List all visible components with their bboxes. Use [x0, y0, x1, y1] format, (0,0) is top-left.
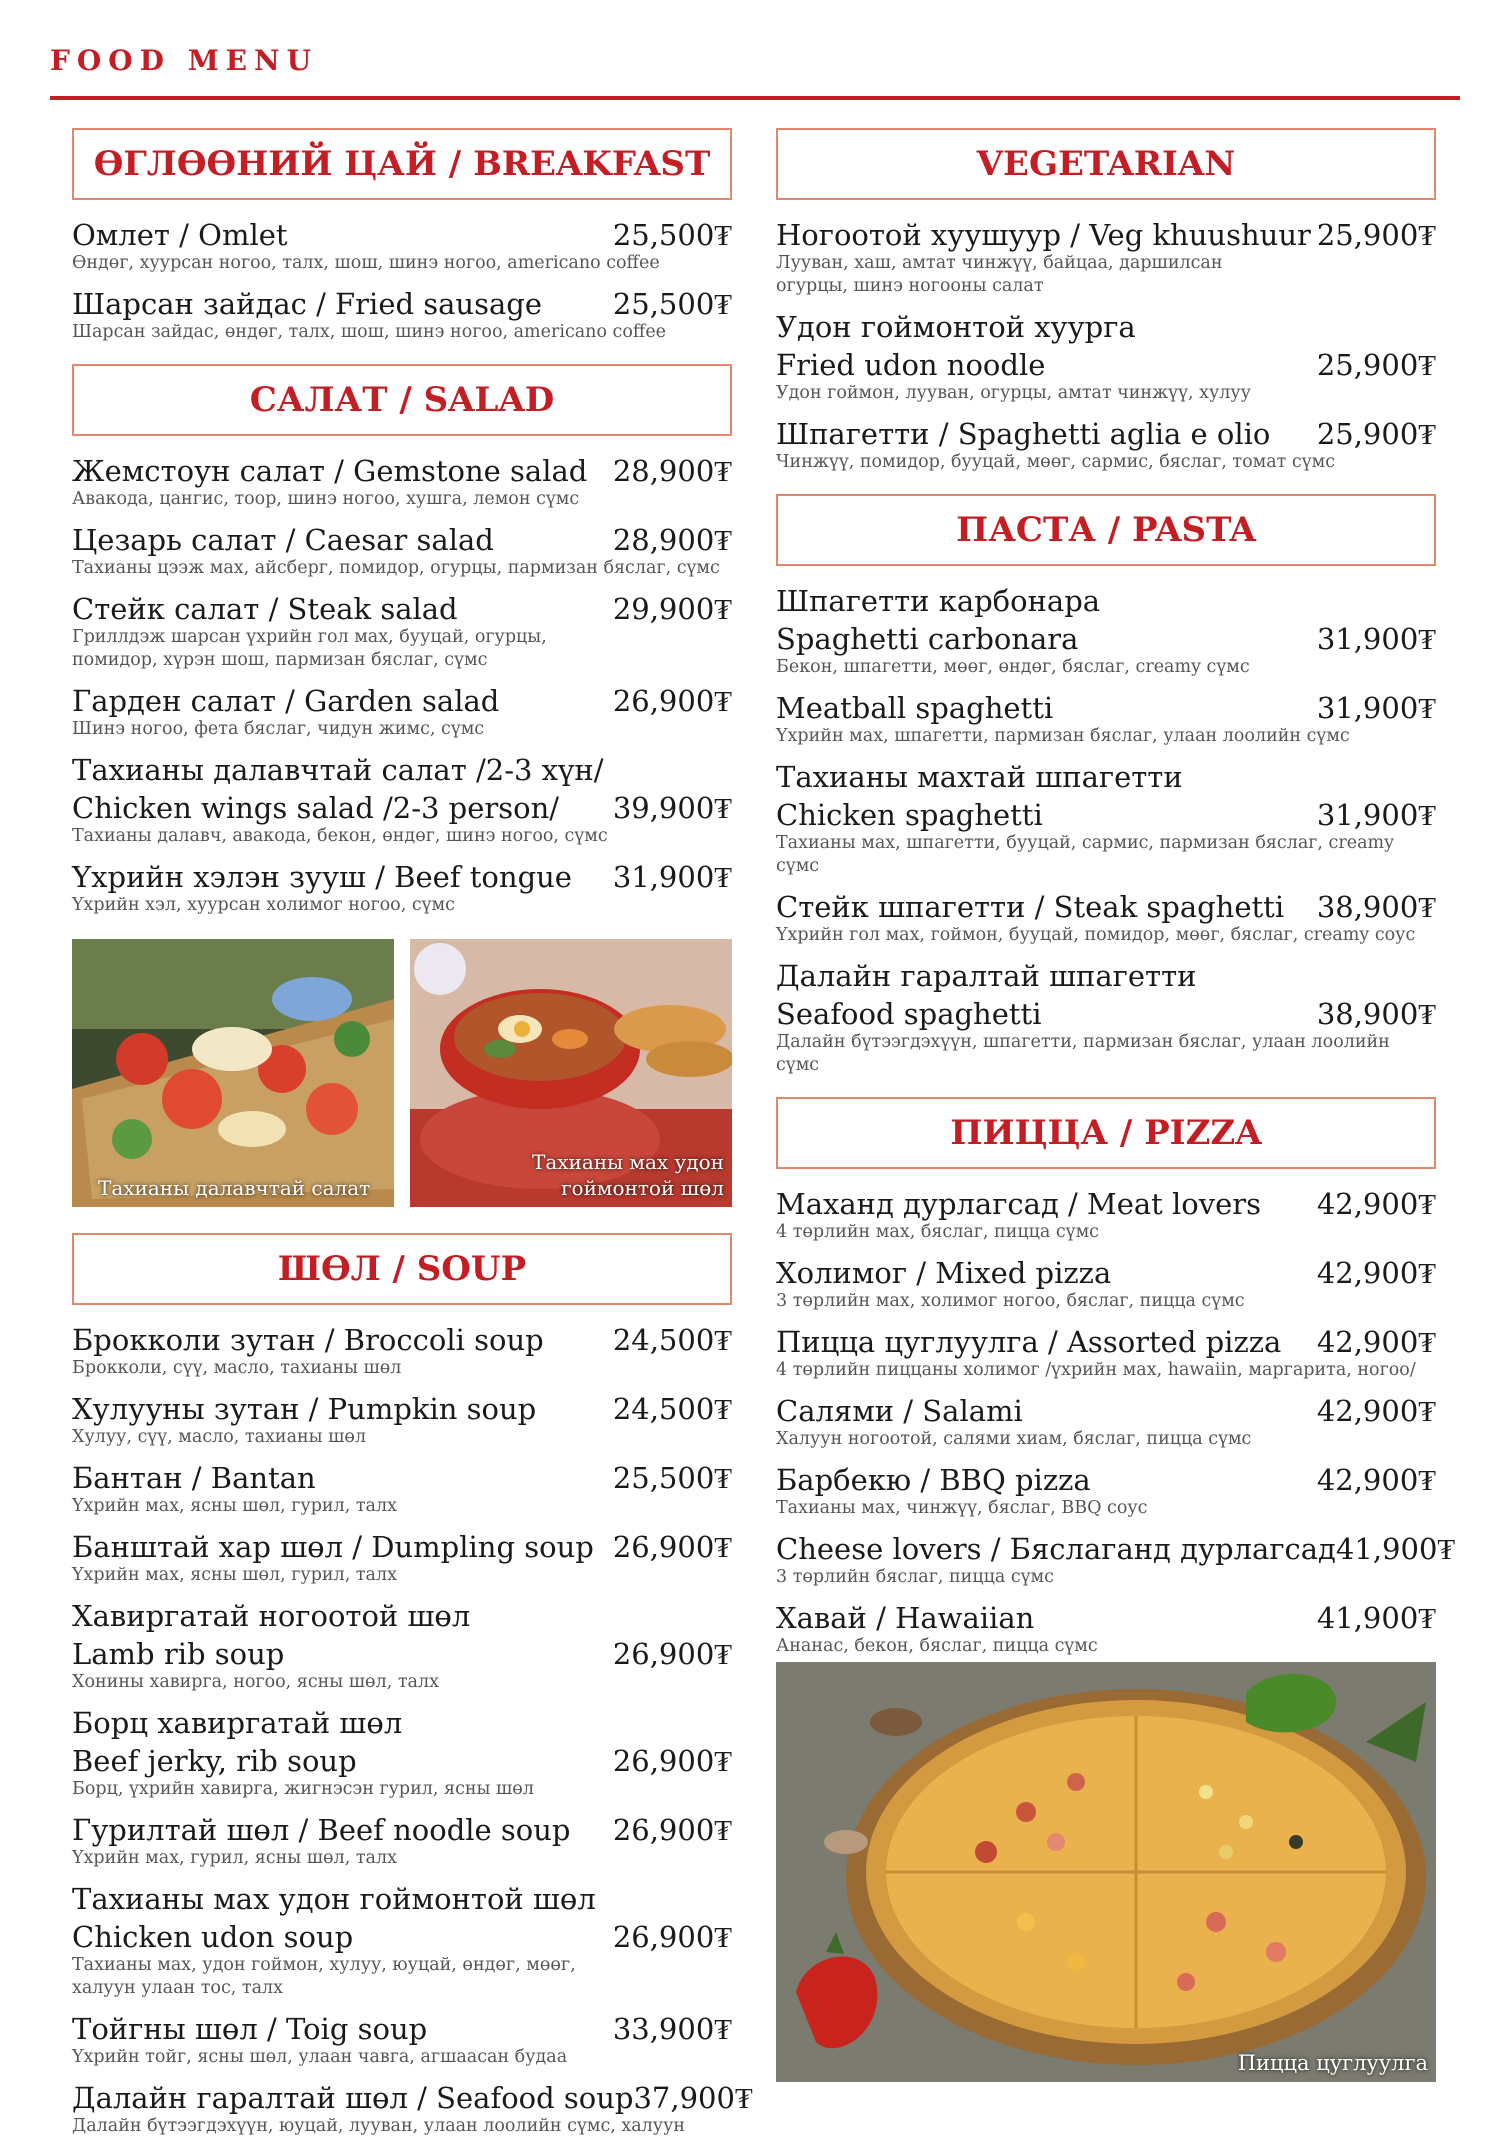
menu-item [776, 582, 1436, 679]
menu-item [776, 216, 1436, 298]
item-price: 38,900₮ [1316, 890, 1436, 924]
item-name: Хавай / Hawaiian [776, 1601, 1035, 1635]
menu-item [776, 1392, 1436, 1451]
item-name-mn: Борц хавиргатай шөл [72, 1706, 403, 1740]
item-name: Шпагетти / Spaghetti aglia e olio [776, 417, 1271, 451]
item-description: Хулуу, сүү, масло, тахианы шөл [72, 1427, 367, 1447]
menu-item [776, 758, 1436, 878]
item-name: Seafood spaghetti [776, 997, 1042, 1031]
item-name: Chicken wings salad /2-3 person/ [72, 791, 560, 825]
menu-item [72, 1528, 732, 1587]
item-price: 41,900₮ [1335, 1532, 1456, 1566]
item-description: Бекон, шпагетти, мөөг, өндөг, бяслаг, creamy сүмс [776, 657, 1250, 677]
menu-item [72, 2079, 753, 2138]
item-name: Cheese lovers / Бяслаганд дурлагсад [776, 1532, 1336, 1566]
item-price: 25,900₮ [1316, 348, 1436, 382]
item-name: Банштай хар шөл / Dumpling soup [72, 1530, 594, 1564]
menu-item [776, 1599, 1436, 1658]
item-name: Стейк шпагетти / Steak spaghetti [776, 890, 1285, 924]
item-description: Тахианы мах, шпагетти, бууцай, сармис, пармизан бяслаг, creamy сүмс [776, 833, 1394, 876]
item-name: Тойгны шөл / Toig soup [72, 2012, 428, 2046]
menu-item [72, 521, 732, 580]
photo-caption: Тахианы далавчтай салат [98, 1176, 371, 1200]
item-description: Үхрийн мах, шпагетти, пармизан бяслаг, улаан лоолийн сүмс [776, 726, 1350, 746]
menu-item [72, 1880, 732, 2000]
item-description: Үхрийн мах, ясны шөл, гурил, талх [72, 1565, 397, 1585]
section-title-pizza: ПИЦЦА / PIZZA [776, 1097, 1436, 1169]
menu-item [72, 216, 732, 275]
item-price: 31,900₮ [1316, 798, 1436, 832]
menu-item [776, 1461, 1436, 1520]
photo-caption-line: гоймонтой шөл [561, 1176, 724, 1200]
section-title-breakfast: ӨГЛӨӨНИЙ ЦАЙ / BREAKFAST [72, 128, 732, 200]
item-price: 37,900₮ [633, 2081, 753, 2115]
item-price: 26,900₮ [612, 1813, 732, 1847]
item-name-mn: Тахианы махтай шпагетти [776, 760, 1183, 794]
item-description: Шинэ ногоо, фета бяслаг, чидун жимс, сүмс [72, 719, 485, 739]
item-name-mn: Хавиргатай ногоотой шөл [72, 1599, 471, 1633]
item-description: Борц, үхрийн хавирга, жигнэсэн гурил, ясны шөл [72, 1779, 534, 1799]
menu-item [776, 957, 1436, 1077]
breakfast-list [72, 216, 732, 344]
left-column [72, 128, 753, 2148]
item-price: 28,900₮ [612, 523, 732, 557]
item-name-mn: Тахианы мах удон гоймонтой шөл [72, 1882, 596, 1916]
item-name: Пицца цуглуулга / Assorted pizza [776, 1325, 1282, 1359]
item-description: Чинжүү, помидор, бууцай, мөөг, сармис, бяслаг, томат сүмс [776, 452, 1336, 472]
menu-item [72, 452, 732, 511]
item-name: Жемстоун салат / Gemstone salad [72, 454, 588, 488]
item-description: 4 төрлийн мах, бяслаг, пицца сүмс [776, 1222, 1099, 1242]
item-price: 25,900₮ [1316, 218, 1436, 252]
menu-item [776, 308, 1436, 405]
item-price: 28,900₮ [612, 454, 732, 488]
item-price: 31,900₮ [612, 860, 732, 894]
item-description: Үхрийн мах, ясны шөл, гурил, талх [72, 1496, 397, 1516]
item-description: Халуун ногоотой, салями хиам, бяслаг, пицца сүмс [776, 1429, 1252, 1449]
pasta-list [776, 582, 1436, 1077]
item-price: 33,900₮ [612, 2012, 732, 2046]
item-price: 31,900₮ [1316, 691, 1436, 725]
item-name: Омлет / Omlet [72, 218, 288, 252]
item-price: 24,500₮ [612, 1323, 732, 1357]
item-description: Шарсан зайдас, өндөг, талх, шош, шинэ ногоо, americano coffee [72, 322, 667, 342]
item-description: Далайн бүтээгдэхүүн, юуцай, лууван, улаан лоолийн сүмс, халуун [72, 2116, 686, 2136]
item-price: 42,900₮ [1316, 1187, 1436, 1221]
item-name: Салями / Salami [776, 1394, 1023, 1428]
menu-item [72, 1459, 732, 1518]
section-title-soup: ШӨЛ / SOUP [72, 1233, 732, 1305]
menu-item [72, 285, 732, 344]
menu-item [72, 751, 732, 848]
menu-item [776, 1185, 1436, 1244]
item-name: Meatball spaghetti [776, 691, 1054, 725]
item-name-mn: Шпагетти карбонара [776, 584, 1101, 618]
item-price: 25,500₮ [612, 1461, 732, 1495]
food-photos [72, 939, 732, 1207]
menu-item [776, 415, 1436, 474]
item-name: Үхрийн хэлэн зууш / Beef tongue [72, 860, 572, 894]
item-name: Chicken udon soup [72, 1920, 354, 1954]
item-name: Spaghetti carbonara [776, 622, 1079, 656]
item-price: 26,900₮ [612, 1744, 732, 1778]
item-description: Ананас, бекон, бяслаг, пицца сүмс [776, 1636, 1098, 1656]
menu-item [72, 682, 732, 741]
item-description: 4 төрлийн пиццаны холимог /үхрийн мах, hawaiin, маргарита, ногоо/ [776, 1360, 1416, 1380]
item-price: 26,900₮ [612, 1920, 732, 1954]
section-title-vegetarian: VEGETARIAN [776, 128, 1436, 200]
item-description: 3 төрлийн бяслаг, пицца сүмс [776, 1567, 1054, 1587]
chicken-wings-salad-photo [72, 939, 394, 1207]
chicken-udon-soup-photo [410, 939, 732, 1207]
item-description: Лууван, хаш, амтат чинжүү, байцаа, даршилсан огурцы, шинэ ногооны салат [776, 253, 1223, 296]
item-name: Хулууны зутан / Pumpkin soup [72, 1392, 537, 1426]
vegetarian-list [776, 216, 1436, 474]
menu-item [776, 689, 1436, 748]
item-price: 29,900₮ [612, 592, 732, 626]
menu-item [72, 1811, 732, 1870]
item-price: 26,900₮ [612, 1637, 732, 1671]
item-description: Гриллдэж шарсан үхрийн гол мах, бууцай, огурцы, помидор, хүрэн шош, пармизан бяслаг, сүмс [72, 627, 547, 670]
soup-list [72, 1321, 753, 2138]
item-name: Барбекю / BBQ pizza [776, 1463, 1091, 1497]
item-description: Үхрийн гол мах, гоймон, бууцай, помидор, мөөг, бяслаг, creamy соус [776, 925, 1416, 945]
item-price: 26,900₮ [612, 1530, 732, 1564]
item-price: 31,900₮ [1316, 622, 1436, 656]
assorted-pizza-photo [776, 1662, 1436, 2082]
salad-list [72, 452, 732, 917]
item-price: 42,900₮ [1316, 1394, 1436, 1428]
item-name-mn: Тахианы далавчтай салат /2-3 хүн/ [72, 753, 604, 787]
item-name: Маханд дурлагсад / Meat lovers [776, 1187, 1262, 1221]
menu-item [72, 1390, 732, 1449]
photo-caption [532, 1149, 724, 1201]
item-description: 3 төрлийн мах, холимог ногоо, бяслаг, пицца сүмс [776, 1291, 1245, 1311]
item-name: Гурилтай шөл / Beef noodle soup [72, 1813, 571, 1847]
item-name: Fried udon noodle [776, 348, 1046, 382]
menu-item [72, 1704, 732, 1801]
item-description: Авакода, цангис, тоор, шинэ ногоо, хушга, лемон сүмс [72, 489, 580, 509]
item-price: 42,900₮ [1316, 1325, 1436, 1359]
item-description: Үхрийн хэл, хуурсан холимог ногоо, сүмс [72, 895, 455, 915]
item-description: Тахианы цээж мах, айсберг, помидор, огурцы, пармизан бяслаг, сүмс [72, 558, 720, 578]
item-price: 25,900₮ [1316, 417, 1436, 451]
item-name: Шарсан зайдас / Fried sausage [72, 287, 543, 321]
item-price: 24,500₮ [612, 1392, 732, 1426]
item-name: Chicken spaghetti [776, 798, 1043, 832]
menu-item [72, 1597, 732, 1694]
item-price: 39,900₮ [612, 791, 732, 825]
right-column [776, 128, 1456, 1737]
item-name: Beef jerky, rib soup [72, 1744, 357, 1778]
item-description: Үхрийн тойг, ясны шөл, улаан чавга, агшаасан будаа [72, 2047, 568, 2067]
item-name: Стейк салат / Steak salad [72, 592, 458, 626]
item-name: Lamb rib soup [72, 1637, 285, 1671]
item-name-mn: Удон гоймонтой хуурга [776, 310, 1136, 344]
item-name: Бантан / Bantan [72, 1461, 316, 1495]
item-name: Далайн гаралтай шөл / Seafood soup [72, 2081, 634, 2115]
item-name: Ногоотой хуушуур / Veg khuushuur [776, 218, 1311, 252]
item-description: Удон гоймон, лууван, огурцы, амтат чинжүү, хулуу [776, 383, 1251, 403]
item-price: 38,900₮ [1316, 997, 1436, 1031]
item-price: 42,900₮ [1316, 1463, 1436, 1497]
menu-item [776, 1323, 1436, 1382]
item-name: Гарден салат / Garden salad [72, 684, 500, 718]
item-price: 42,900₮ [1316, 1256, 1436, 1290]
menu-item [776, 888, 1436, 947]
pizza-list [776, 1185, 1456, 1727]
item-description: Үхрийн мах, гурил, ясны шөл, талх [72, 1848, 397, 1868]
item-price: 25,500₮ [612, 218, 732, 252]
item-price: 41,900₮ [1316, 1601, 1436, 1635]
item-description: Тахианы далавч, авакода, бекон, өндөг, шинэ ногоо, сүмс [72, 826, 608, 846]
item-name: Цезарь салат / Caesar salad [72, 523, 494, 557]
menu-item [72, 1321, 732, 1380]
item-name-mn: Далайн гаралтай шпагетти [776, 959, 1197, 993]
item-price: 25,500₮ [612, 287, 732, 321]
page-title: FOOD MENU [50, 44, 319, 77]
item-price: 26,900₮ [612, 684, 732, 718]
menu-item [72, 858, 732, 917]
menu-item [72, 590, 732, 672]
item-name: Брокколи зутан / Broccoli soup [72, 1323, 544, 1357]
menu-item [776, 1530, 1456, 1589]
photo-caption: Пицца цуглуулга [1237, 2051, 1428, 2075]
item-description: Брокколи, сүү, масло, тахианы шөл [72, 1358, 402, 1378]
item-name: Холимог / Mixed pizza [776, 1256, 1112, 1290]
item-description: Тахианы мах, чинжүү, бяслаг, BBQ соус [776, 1498, 1148, 1518]
section-title-salad: САЛАТ / SALAD [72, 364, 732, 436]
section-title-pasta: ПАСТА / PASTA [776, 494, 1436, 566]
item-description: Далайн бүтээгдэхүүн, шпагетти, пармизан бяслаг, улаан лоолийн сүмс [776, 1032, 1390, 1075]
header-divider [50, 96, 1460, 100]
item-description: Хонины хавирга, ногоо, ясны шөл, талх [72, 1672, 439, 1692]
item-description: Тахианы мах, удон гоймон, хулуу, юуцай, өндөг, мөөг, халуун улаан тос, талх [72, 1955, 576, 1998]
photo-caption-line: Тахианы мах удон [532, 1150, 724, 1174]
menu-item [72, 2010, 732, 2069]
item-description: Өндөг, хуурсан ногоо, талх, шош, шинэ ногоо, americano coffee [72, 253, 660, 273]
menu-item [776, 1254, 1436, 1313]
